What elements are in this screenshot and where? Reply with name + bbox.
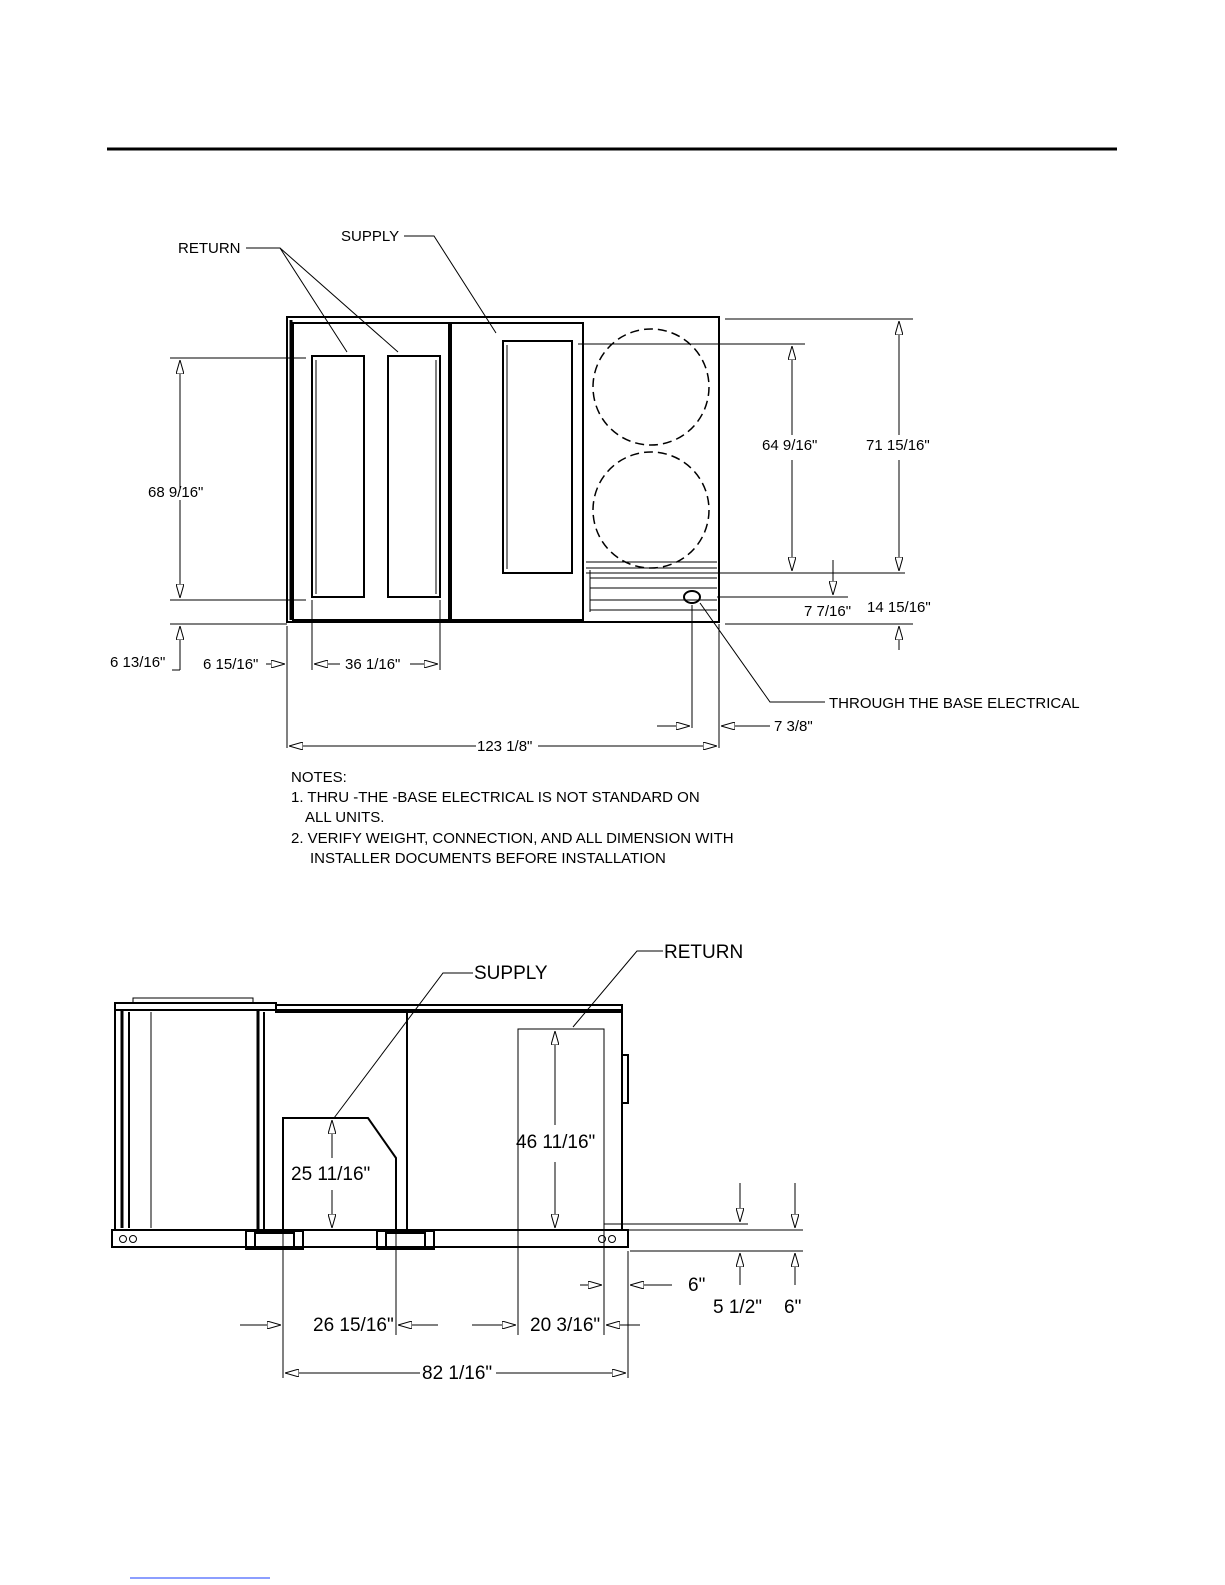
dim-base-7-7-16: 7 7/16" [804, 603, 852, 620]
side-return-label: RETURN [664, 942, 744, 963]
dim-base-14-15-16: 14 15/16" [867, 599, 931, 616]
top-supply-compartment [451, 323, 583, 620]
notes-line-2: ALL UNITS. [305, 809, 385, 826]
side-view [112, 942, 803, 1384]
notes-line-3: 2. VERIFY WEIGHT, CONNECTION, AND ALL DIMENSION WITH [291, 830, 734, 847]
top-return-opening-1 [312, 356, 364, 597]
dim-overall-length-side: 82 1/16" [422, 1363, 493, 1384]
top-return-opening-2 [388, 356, 440, 597]
dim-return-width-side: 20 3/16" [530, 1315, 601, 1336]
condenser-fan-upper [593, 329, 709, 445]
dim-base-5-1-2: 5 1/2" [713, 1297, 763, 1318]
dim-right-offset: 6" [688, 1275, 706, 1296]
through-base-label: THROUGH THE BASE ELECTRICAL [829, 695, 1080, 712]
top-view [110, 228, 1080, 867]
dim-overall-length-top: 123 1/8" [477, 738, 533, 755]
notes-line-1: 1. THRU -THE -BASE ELECTRICAL IS NOT STANDARD ON [291, 789, 700, 806]
dim-supply-offset: 26 15/16" [313, 1315, 394, 1336]
dim-return-height-top: 68 9/16" [148, 484, 204, 501]
dim-supply-height: 25 11/16" [291, 1164, 371, 1185]
notes-heading: NOTES: [291, 769, 347, 786]
dim-return-height-side: 46 11/16" [516, 1132, 596, 1153]
dim-base-6: 6" [784, 1297, 802, 1318]
dim-left-offset: 6 15/16" [203, 656, 259, 673]
dim-overall-depth: 71 15/16" [866, 437, 930, 454]
side-base-rail [112, 1230, 628, 1247]
notes-line-4: INSTALLER DOCUMENTS BEFORE INSTALLATION [310, 850, 666, 867]
dim-electrical-offset: 7 3/8" [774, 718, 813, 735]
top-supply-opening [503, 341, 572, 573]
dim-return-width-top: 36 1/16" [345, 656, 401, 673]
electrical-knockout [684, 591, 700, 603]
side-supply-label: SUPPLY [474, 963, 548, 984]
top-return-label: RETURN [178, 240, 241, 257]
top-supply-label: SUPPLY [341, 228, 400, 245]
dim-coil-height: 64 9/16" [762, 437, 818, 454]
dim-bottom-offset: 6 13/16" [110, 654, 166, 671]
condenser-fan-lower [593, 452, 709, 568]
notes-block [291, 769, 734, 867]
side-return-opening [518, 1029, 604, 1230]
